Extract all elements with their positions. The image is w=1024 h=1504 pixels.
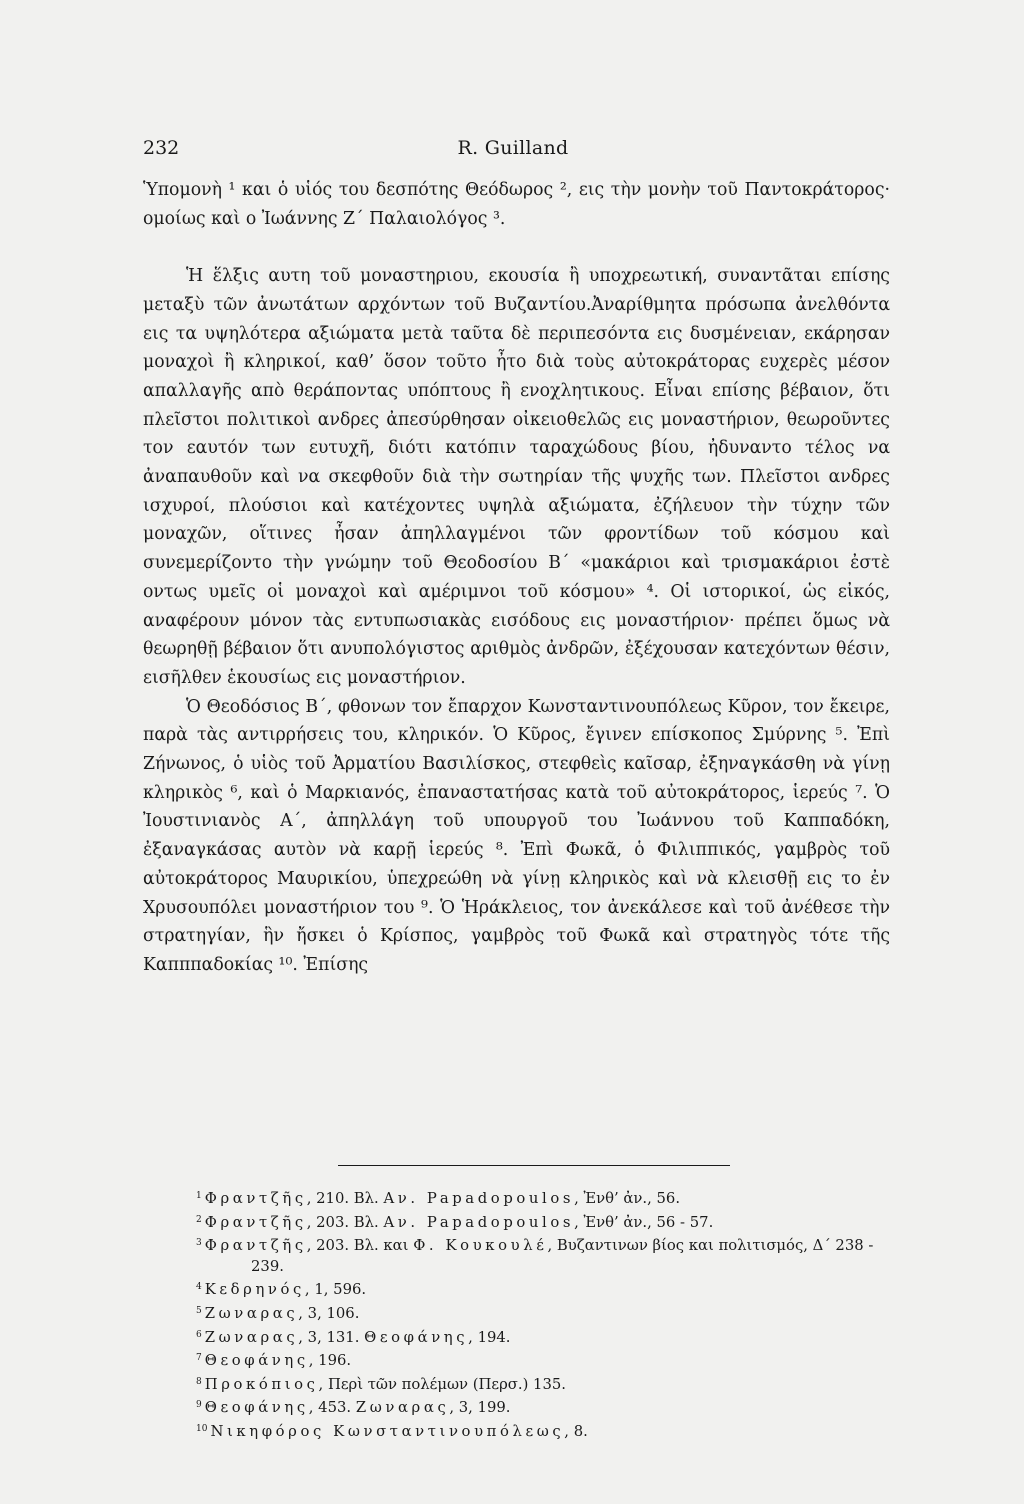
footnotes [196,1186,896,1443]
footnote-text: , 453. [308,1399,356,1417]
footnote-number: 5 [196,1305,202,1316]
footnote-author: Κεδρηνός [204,1281,305,1299]
footnote-text: , Περὶ τῶν πολέμων (Περσ.) 135. [318,1375,566,1393]
footnote [196,1186,896,1210]
footnote-author: Αν. Papadopoulos [383,1213,575,1231]
footnote-text: , 194. [468,1328,511,1346]
footnote-author: Θεοφάνης [204,1352,309,1370]
footnote-number: 6 [196,1329,202,1340]
footnote-text: , 3, 199. [449,1399,511,1417]
footnote-text: , Ἐνθ’ ἀν., 56. [574,1190,681,1207]
footnote-text: , 8. [564,1422,588,1440]
page-header [133,137,893,163]
footnote [196,1419,896,1443]
footnote-author: Ζωναρας [355,1399,450,1417]
running-head: R. Guilland [457,137,569,159]
footnote-number: 9 [196,1400,202,1411]
footnote-author: Θεοφάνης [364,1328,469,1346]
footnote-number: 10 [196,1423,208,1434]
page-number: 232 [143,137,180,159]
footnote-author: Θεοφάνης [204,1399,309,1417]
footnote [196,1277,896,1301]
footnote-text: , 203. Βλ. και [306,1237,414,1255]
footnote-text: , 1, 596. [304,1281,367,1299]
footnote-author: Φραντζῆς [204,1213,307,1231]
footnote-text: , Βυζαντινων βίος και πολιτισμός, Δ´ 238 - 239. [251,1237,874,1275]
footnote-text: , Ἐνθ’ ἀν., 56 - 57. [574,1213,714,1231]
body-text [143,176,890,980]
footnote-number: 1 [196,1191,202,1201]
footnote-number: 4 [196,1282,202,1293]
footnote-text: , 3, 106. [298,1304,360,1322]
footnote-author: Φραντζῆς [204,1190,307,1207]
footnote-author: Νικηφόρος Κωνσταντινουπόλεως [210,1422,565,1440]
footnote-author: Αν. Papadopoulos [383,1190,575,1207]
paragraph-text: Οἱ ιστορικοί, ὡς εἰκός, αναφέρουν μόνον τὰς εντυπωσιακὰς εισόδους εις μοναστήριον· πρέπει ὅμως νὰ θεωρηθῇ βέβαιον ὅτι ανυπολόγιστος αριθμὸς ἀνδρῶν, ἐξέχουσαν κατεχόντων θέσιν, εισῆλθεν ἑκουσίως εις μοναστήριον. [143,581,891,688]
footnote-text: , 210. Βλ. [306,1190,384,1207]
paragraph: Ὑπομονὴ ¹ και ὁ υἱός του δεσπότης Θεόδωρος ², εις τὴν μονὴν τοῦ Παντοκράτορος· ομοίως καὶ ο Ἰωάννης Ζ´ Παλαιολόγος ³. [143,180,890,229]
footnote-number: 2 [196,1214,202,1225]
footnote [196,1233,896,1277]
footnote-author: Ζωναρας [204,1304,299,1322]
footnote-author: Φ. Κουκουλέ [413,1237,548,1255]
footnote-text: , 196. [308,1352,352,1370]
paragraph-text: Ἡ ἕλξις αυτη τοῦ μοναστηριου, εκουσία ἢ υποχρεωτική, συναντᾶται επίσης μεταξὺ τῶν ἀνωτάτων αρχόντων τοῦ Βυζαντίου.Ἀναρίθμητα πρόσωπα ἀνελθόντα εις τα υψηλότερα αξιώματα μετὰ ταῦτα δὲ περιπεσόντα εις δυσμένειαν, εκάρησαν μοναχοὶ ἢ κληρικοί, καθ’ ὅσον τοῦτο ἦτο διὰ τοὺς αὐτοκράτορας ευχερὲς μέσον απαλλαγῆς απὸ θεράποντας υπόπτους ἢ ενοχλητικους. Εἶναι επίσης βέβαιον, ὅτι πλεῖστοι πολιτικοὶ ανδρες ἀπεσύρθησαν οἰκειοθελῶς εις μοναστήριον, θεωροῦντες τον εαυτόν των ευτυχῆ, διότι κατόπιν ταραχώδους βίου, ἠδυναντο τέλος να ἀναπαυθοῦν καὶ να σκεφθοῦν διὰ τὴν σωτηρίαν τῆς ψυχῆς των. Πλεῖστοι ανδρες ισχυροί, πλούσιοι καὶ κατέχοντες υψηλὰ αξιώματα, ἐζήλευον τὴν τύχην τῶν μοναχῶν, οἵτινες ἦσαν ἀπηλλαγμένοι τῶν φροντίδων τοῦ κόσμου καὶ συνεμερίζοντο τὴν γνώμην τοῦ Θεοδοσίου Β´ «μακάριοι καὶ τρισμακάριοι ἐστὲ οντως υμεῖς οἱ μοναχοὶ καὶ αμέριμνοι τοῦ κόσμου» ⁴. [143,266,890,602]
footnote-text: , 3, 131. [298,1328,365,1346]
footnote [196,1348,896,1372]
footnote [196,1210,896,1234]
footnote-author: Φραντζῆς [204,1237,307,1255]
footnote-number: 3 [196,1238,202,1249]
footnote-author: Ζωναρας [204,1328,299,1346]
footnote-rule [338,1165,730,1166]
footnote-number: 7 [196,1353,202,1364]
footnote-number: 8 [196,1376,202,1387]
footnote [196,1325,896,1349]
footnote [196,1301,896,1325]
paragraph: Ὁ Θεοδόσιος Β´, φθονων τον ἔπαρχον Κωνσταντινουπόλεως Κῦρον, τον ἔκειρε, παρὰ τὰς αντιρρήσεις του, κληρικόν. Ὁ Κῦρος, ἔγινεν επίσκοπος Σμύρνης ⁵. Ἐπὶ Ζήνωνος, ὁ υἱὸς τοῦ Ἀρματίου Βασιλίσκος, στεφθεὶς καῖσαρ, ἐξηναγκάσθη νὰ γίνῃ κληρικὸς ⁶, καὶ ὁ Μαρκιανός, ἐπαναστατήσας κατὰ τοῦ αὐτοκράτορος, ἱερεύς ⁷. Ὁ Ἰουστινιανὸς Α´, ἀπηλλάγη τοῦ υπουργοῦ του Ἰωάννου τοῦ Καππαδόκη, ἐξαναγκάσας αυτὸν νὰ καρῇ ἱερεύς ⁸. Ἐπὶ Φωκᾶ, ὁ Φιλιππικός, γαμβρὸς τοῦ αὐτοκράτορος Μαυρικίου, ὑπεχρεώθη νὰ γίνῃ κληρικὸς καὶ νὰ κλεισθῇ εις το ἐν Χρυσουπόλει μοναστήριον του ⁹. Ὁ Ἡράκλειος, τον ἀνεκάλεσε καὶ τοῦ ἀνέθεσε τὴν στρατηγίαν, ἣν ἤσκει ὁ Κρίσπος, γαμβρὸς τοῦ Φωκᾶ καὶ στρατηγὸς τότε τῆς Καπππαδοκίας ¹⁰. Ἐπίσης [143,696,890,975]
footnote-author: Προκόπιος [204,1375,319,1393]
footnote-text: , 203. Βλ. [306,1213,384,1231]
paragraph [143,262,890,693]
footnote [196,1395,896,1419]
footnote [196,1372,896,1396]
